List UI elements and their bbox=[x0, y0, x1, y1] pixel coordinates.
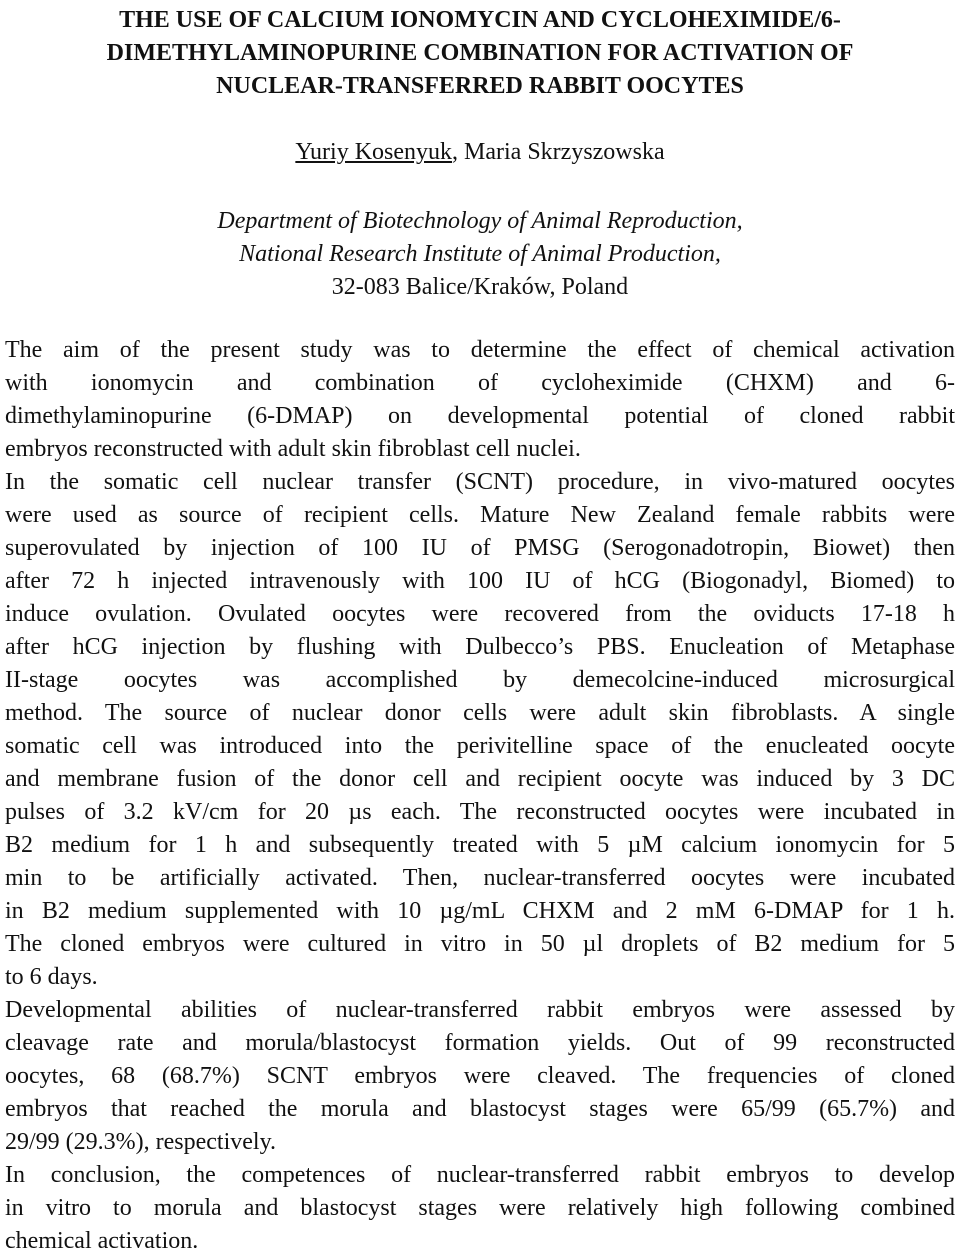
paragraph-line: pulses of 3.2 kV/cm for 20 µs each. The reconstructed oocytes were incubated in bbox=[5, 799, 955, 825]
paragraph-line: to 6 days. bbox=[5, 964, 98, 990]
paragraph-line: The aim of the present study was to determine the effect of chemical activation bbox=[5, 337, 955, 363]
primary-author: Yuriy Kosenyuk bbox=[295, 139, 453, 165]
paragraph-line: superovulated by injection of 100 IU of PMSG (Serogonadotropin, Biowet) then bbox=[5, 535, 955, 561]
title-line: NUCLEAR-TRANSFERRED RABBIT OOCYTES bbox=[216, 73, 744, 99]
abstract-paragraph bbox=[5, 466, 955, 994]
paragraph-line: somatic cell was introduced into the perivitelline space of the enucleated oocyte bbox=[5, 733, 955, 759]
abstract-body bbox=[0, 334, 960, 1258]
paragraph-line: with ionomycin and combination of cycloheximide (CHXM) and 6- bbox=[5, 370, 955, 396]
paragraph-line: and membrane fusion of the donor cell and recipient oocyte was induced by 3 DC bbox=[5, 766, 955, 792]
paragraph-line: oocytes, 68 (68.7%) SCNT embryos were cleaved. The frequencies of cloned bbox=[5, 1063, 955, 1089]
paragraph-line: embryos that reached the morula and blastocyst stages were 65/99 (65.7%) and bbox=[5, 1096, 955, 1122]
title-line: THE USE OF CALCIUM IONOMYCIN AND CYCLOHEXIMIDE/6- bbox=[119, 7, 841, 33]
paragraph-line: Developmental abilities of nuclear-transferred rabbit embryos were assessed by bbox=[5, 997, 955, 1023]
author-list bbox=[0, 136, 960, 169]
affiliation-address: 32-083 Balice/Kraków, Poland bbox=[331, 274, 629, 300]
paragraph-line: II-stage oocytes was accomplished by demecolcine-induced microsurgical bbox=[5, 667, 955, 693]
paragraph-line: In the somatic cell nuclear transfer (SCNT) procedure, in vivo-matured oocytes bbox=[5, 469, 955, 495]
abstract-paragraph bbox=[5, 334, 955, 466]
paragraph-line: B2 medium for 1 h and subsequently treated with 5 µM calcium ionomycin for 5 bbox=[5, 832, 955, 858]
paragraph-line: in B2 medium supplemented with 10 µg/mL CHXM and 2 mM 6-DMAP for 1 h. bbox=[5, 898, 955, 924]
paper-title bbox=[0, 0, 960, 103]
affiliation-department: Department of Biotechnology of Animal Reproduction, bbox=[217, 208, 743, 234]
paragraph-line: In conclusion, the competences of nuclear-transferred rabbit embryos to develop bbox=[5, 1162, 955, 1188]
paragraph-line: after hCG injection by flushing with Dulbecco’s PBS. Enucleation of Metaphase bbox=[5, 634, 955, 660]
co-authors: , Maria Skrzyszowska bbox=[452, 139, 665, 165]
paragraph-line: cleavage rate and morula/blastocyst formation yields. Out of 99 reconstructed bbox=[5, 1030, 955, 1056]
abstract-paragraph bbox=[5, 1159, 955, 1258]
paragraph-line: embryos reconstructed with adult skin fibroblast cell nuclei. bbox=[5, 436, 581, 462]
paragraph-line: in vitro to morula and blastocyst stages were relatively high following combined bbox=[5, 1195, 955, 1221]
affiliation bbox=[0, 205, 960, 304]
paragraph-line: min to be artificially activated. Then, nuclear-transferred oocytes were incubated bbox=[5, 865, 955, 891]
paragraph-line: after 72 h injected intravenously with 100 IU of hCG (Biogonadyl, Biomed) to bbox=[5, 568, 955, 594]
paragraph-line: were used as source of recipient cells. Mature New Zealand female rabbits were bbox=[5, 502, 955, 528]
paragraph-line: chemical activation. bbox=[5, 1228, 199, 1254]
paragraph-line: dimethylaminopurine (6-DMAP) on developmental potential of cloned rabbit bbox=[5, 403, 955, 429]
abstract-paragraph bbox=[5, 994, 955, 1159]
paragraph-line: 29/99 (29.3%), respectively. bbox=[5, 1129, 277, 1155]
paragraph-line: method. The source of nuclear donor cells were adult skin fibroblasts. A single bbox=[5, 700, 955, 726]
title-line: DIMETHYLAMINOPURINE COMBINATION FOR ACTIVATION OF bbox=[106, 40, 854, 66]
paragraph-line: induce ovulation. Ovulated oocytes were recovered from the oviducts 17-18 h bbox=[5, 601, 955, 627]
affiliation-institute: National Research Institute of Animal Production, bbox=[239, 241, 721, 267]
paragraph-line: The cloned embryos were cultured in vitro in 50 µl droplets of B2 medium for 5 bbox=[5, 931, 955, 957]
